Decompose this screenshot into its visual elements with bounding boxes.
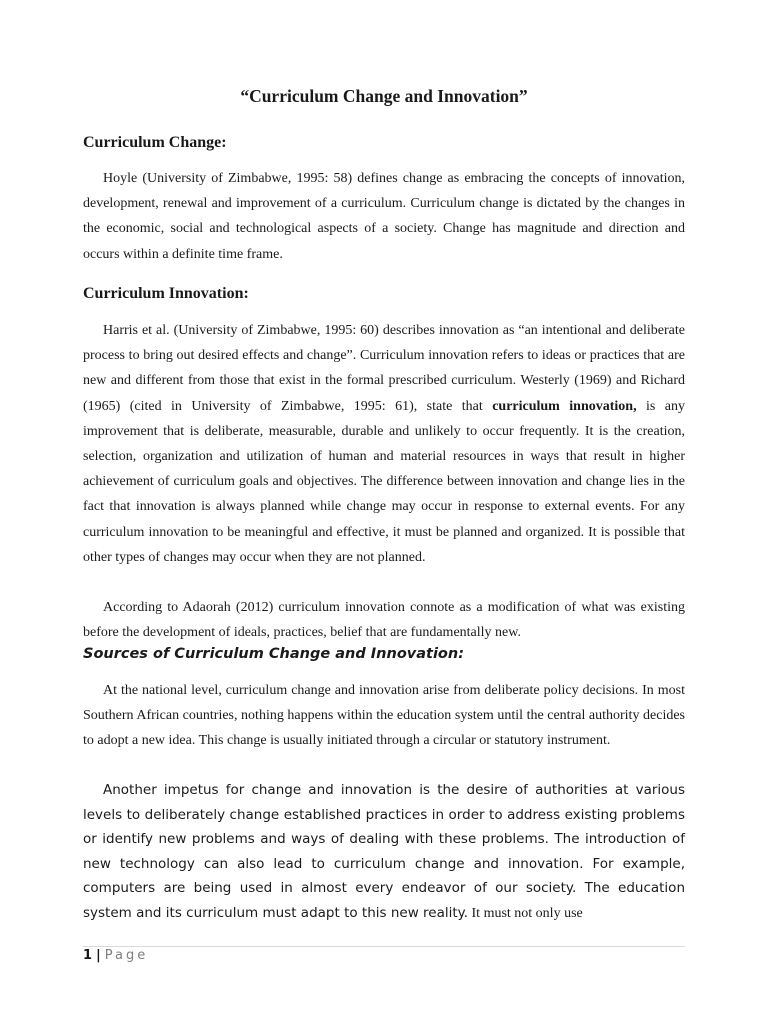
paragraph-text-before-bold: Harris et al. (University of Zimbabwe, 1995: 60) describes innovation as “an intentional and deliberate process to bring out desired effects and change”. Curriculum innovation refers to ideas or practices that are new and different from those that exist in the formal prescribed curriculum. Westerly (1969) and Richard (1965) (cited in University of Zimbabwe, 1995: 61), state that <box>83 323 685 414</box>
paragraph-serif-text: It must not only use <box>468 905 583 921</box>
paragraph-text-after-bold: is any improvement that is deliberate, measurable, durable and unlikely to occur frequently. It is the creation, selection, organization and utilization of human and material resources in ways that result in higher achievement of curriculum goals and objectives. The difference between innovation and change lies in the fact that innovation is always planned while change may occur in response to external events. For any curriculum innovation to be meaningful and effective, it must be planned and organized. It is possible that other types of changes may occur when they are not planned. <box>83 398 685 565</box>
page-footer <box>83 948 148 963</box>
bold-term-curriculum-innovation: curriculum innovation, <box>492 398 637 414</box>
page-number: 1 <box>83 948 93 963</box>
footer-separator: | <box>96 948 101 963</box>
document-title: “Curriculum Change and Innovation” <box>240 86 528 106</box>
paragraph-adaorah: According to Adaorah (2012) curriculum innovation connote as a modification of what was existing before the development of ideals, practices, belief that are fundamentally new. <box>83 600 685 641</box>
page-label: Page <box>104 948 149 963</box>
heading-curriculum-innovation: Curriculum Innovation: <box>83 285 249 302</box>
paragraph-curriculum-innovation <box>83 318 685 570</box>
paragraph-curriculum-change: Hoyle (University of Zimbabwe, 1995: 58) defines change as embracing the concepts of innovation, development, renewal and improvement of a curriculum. Curriculum change is dictated by the changes in the economic, social and technological aspects of a society. Change has magnitude and direction and occurs within a definite time frame. <box>83 171 685 262</box>
paragraph-national-level: At the national level, curriculum change and innovation arise from deliberate policy decisions. In most Southern African countries, nothing happens within the education system until the central authority decides to adopt a new idea. This change is usually initiated through a circular or statutory instrument. <box>83 683 685 749</box>
heading-sources: Sources of Curriculum Change and Innovation: <box>83 646 465 662</box>
paragraph-another-impetus <box>83 778 685 926</box>
footer-divider <box>83 946 685 947</box>
paragraph-sans-text: Another impetus for change and innovation is the desire of authorities at various levels to deliberately change established practices in order to address existing problems or identify new problems and ways of dealing with these problems. The introduction of new technology can also lead to curriculum change and innovation. For example, computers are being used in almost every endeavor of our society. The education system and its curriculum must adapt to this new reality. <box>83 782 685 921</box>
heading-curriculum-change: Curriculum Change: <box>83 134 227 151</box>
